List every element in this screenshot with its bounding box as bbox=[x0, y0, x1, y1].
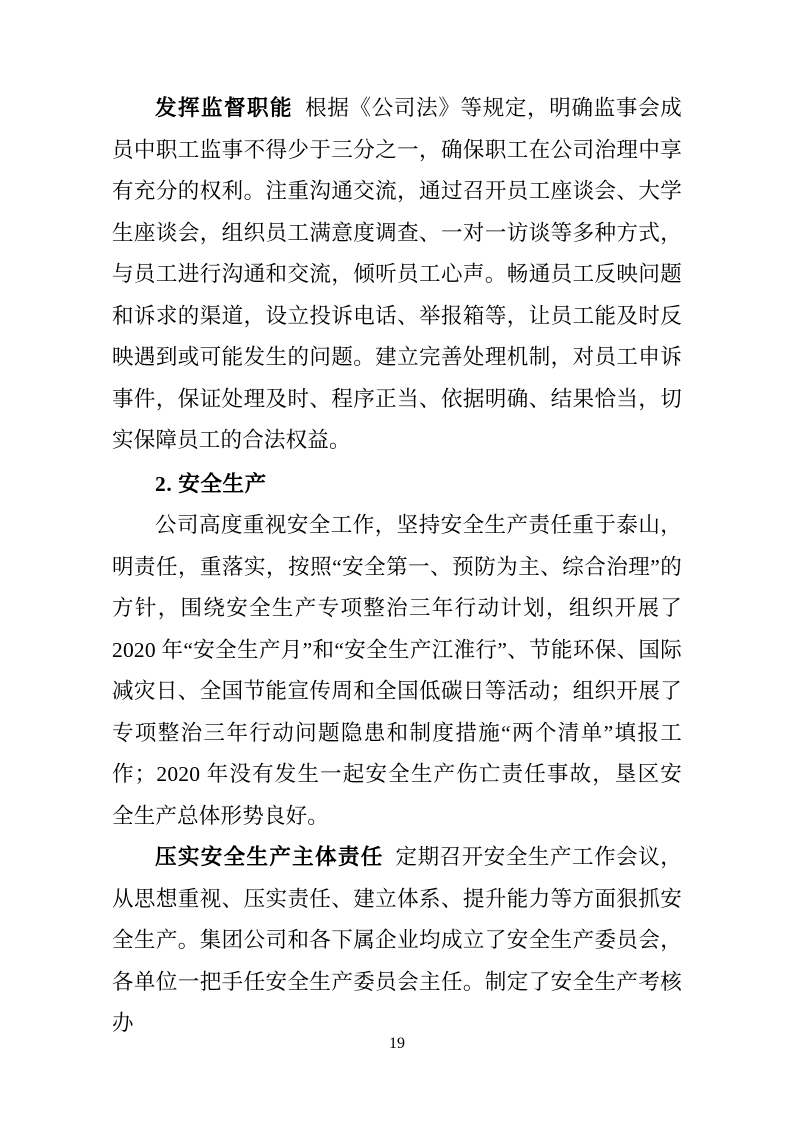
document-body bbox=[112, 88, 682, 1045]
paragraph-lead-safety-responsibility: 压实安全生产主体责任 bbox=[155, 845, 384, 869]
paragraph-text-supervision: 根据《公司法》等规定，明确监事会成员中职工监事不得少于三分之一，确保职工在公司治理中享有充分的权利。注重沟通交流，通过召开员工座谈会、大学生座谈会，组织员工满意度调查、一对一访谈等多种方式，与员工进行沟通和交流，倾听员工心声。畅通员工反映问题和诉求的渠道，设立投诉电话、举报箱等，让员工能及时反映遇到或可能发生的问题。建立完善处理机制，对员工申诉事件，保证处理及时、程序正当、依据明确、结果恰当，切实保障员工的合法权益。 bbox=[112, 96, 682, 452]
paragraph-safety-responsibility bbox=[112, 837, 682, 1045]
paragraph-lead-supervision: 发挥监督职能 bbox=[155, 96, 293, 120]
section-heading-safety-production: 2. 安全生产 bbox=[155, 471, 267, 496]
page-number: 19 bbox=[389, 1035, 405, 1052]
paragraph-supervision bbox=[112, 88, 682, 462]
paragraph-safety-overview: 公司高度重视安全工作，坚持安全生产责任重于泰山，明责任，重落实，按照“安全第一、预防为主、综合治理”的方针，围绕安全生产专项整治三年行动计划，组织开展了 2020 年“安全生产月”和“安全生产江淮行”、节能环保、国际减灾日、全国节能宣传周和全国低碳日等活动；组织开展了专项整治三年行动问题隐患和制度措施“两个清单”填报工作；2020 年没有发生一起安全生产伤亡责任事故，垦区安全生产总体形势良好。 bbox=[112, 513, 682, 828]
paragraph-text-safety-responsibility: 定期召开安全生产工作会议，从思想重视、压实责任、建立体系、提升能力等方面狠抓安全生产。集团公司和各下属企业均成立了安全生产委员会，各单位一把手任安全生产委员会主任。制定了安全生产考核办 bbox=[112, 845, 682, 1035]
